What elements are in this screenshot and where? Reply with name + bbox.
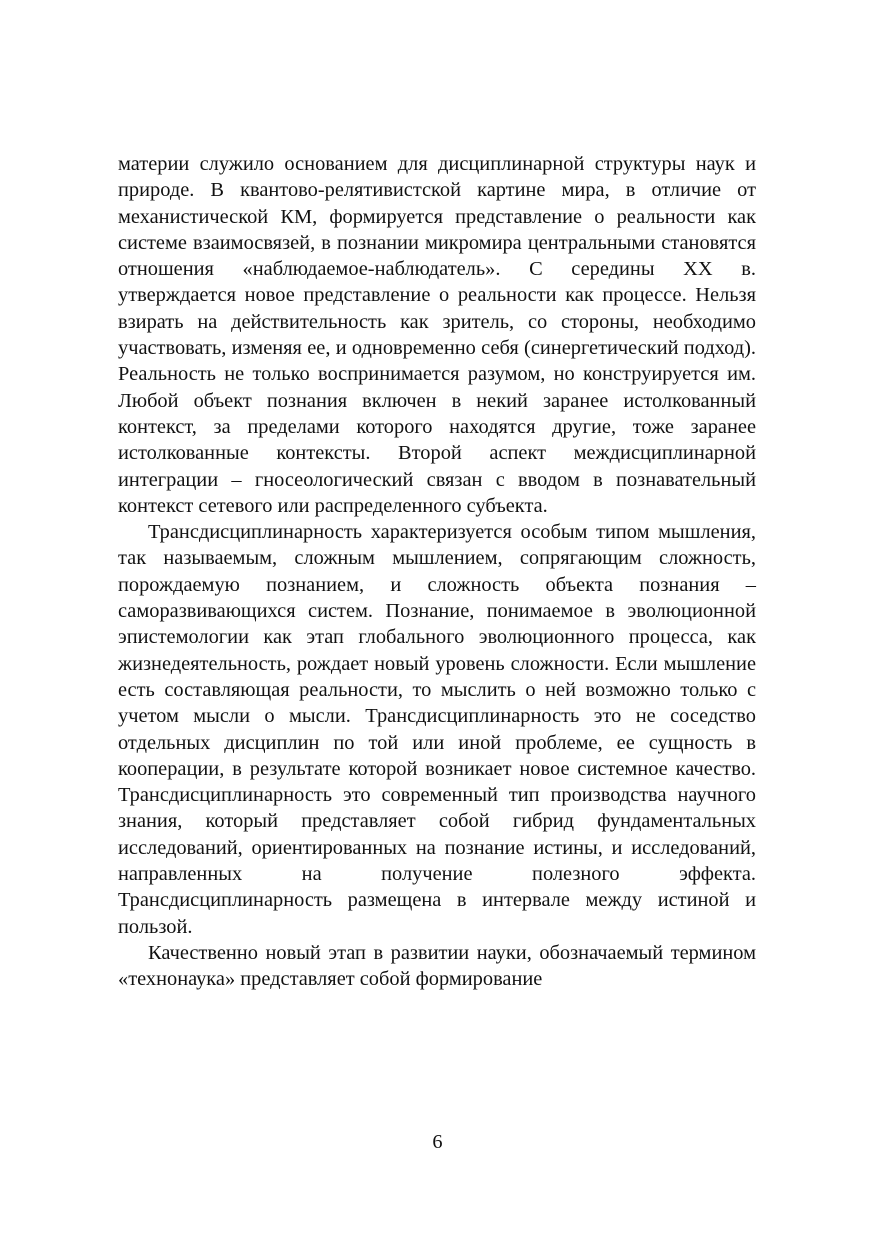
paragraph-transdisciplinarity: Трансдисциплинарность характеризуется особым типом мышления, так называемым, сложным мышлением, сопрягающим сложность, порождаемую познанием, и сложность объекта познания – саморазвивающихся систем. Познание, понимаемое в эволюционной эпистемологии как этап глобального эволюционного процесса, как жизнедеятельность, рождает новый уровень сложности. Если мышление есть составляющая реальности, то мыслить о ней возможно только с учетом мысли о мысли. Трансдисциплинарность это не соседство отдельных дисциплин по той или иной проблеме, ее сущность в кооперации, в результате которой возникает новое системное качество. Трансдисциплинарность это современный тип производства научного знания, который представляет собой гибрид фундаментальных исследований, ориентированных на познание истины, и исследований, направленных на получение полезного эффекта. Трансдисциплинарность размещена в интервале между истиной и пользой. xyxy=(118,521,756,938)
paragraph-technoscience: Качественно новый этап в развитии науки, обозначаемый термином «технонаука» представляет собой формирование xyxy=(118,941,756,991)
page-body xyxy=(118,151,756,993)
paragraph-continued: материи служило основанием для дисциплинарной структуры наук и природе. В квантово-релятивистской картине мира, в отличие от механистической КМ, формируется представление о реальности как системе взаимосвязей, в познании микромира центральными становятся отношения «наблюдаемое-наблюдатель». С середины XX в. утверждается новое представление о реальности как процессе. Нельзя взирать на действительность как зритель, со стороны, необходимо участвовать, изменяя ее, и одновременно себя (синергетический подход). Реальность не только воспринимается разумом, но конструируется им. Любой объект познания включен в некий заранее истолкованный контекст, за пределами которого находятся другие, тоже заранее истолкованные контексты. Второй аспект междисциплинарной интеграции – гносеологический связан с вводом в познавательный контекст сетевого или распределенного субъекта. xyxy=(118,153,756,517)
page-number: 6 xyxy=(432,1131,443,1153)
